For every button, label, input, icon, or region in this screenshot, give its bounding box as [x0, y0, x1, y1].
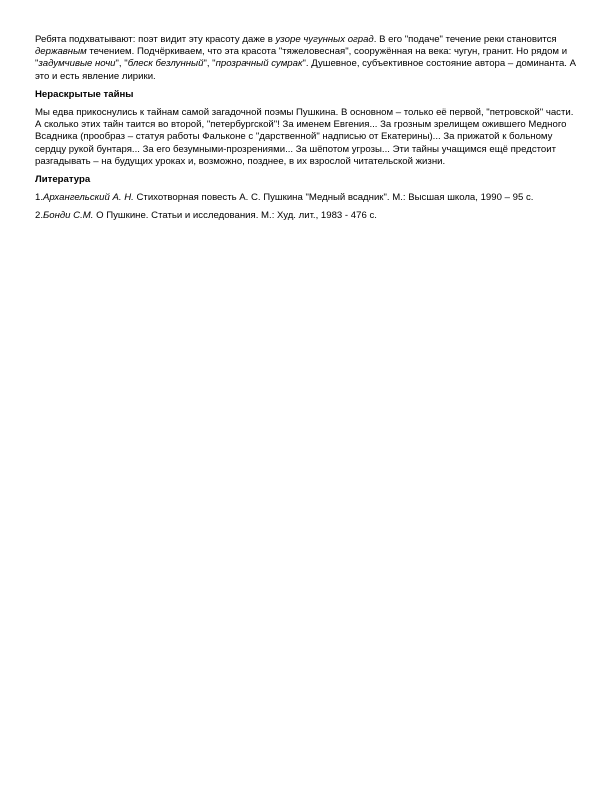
quote-twilight: прозрачный сумрак — [215, 58, 303, 70]
section-heading-literature: Литература — [35, 174, 91, 186]
paragraph-mysteries: Мы едва прикоснулись к тайнам самой загадочной поэмы Пушкина. В основном – только её первой, "петровской" части. А сколько этих тайн таится во второй, "петербургской"! За именем Евгения... За грозным зрелищем ожившего Медного Всадника (прообраз – статуя работы Фальконе с "дарственной" надписью от Екатерины)... За прижатой к больному сердцу рукой бунтаря... За его безумными-прозрениями... За шёпотом угрозы... Эти тайны учащимся ещё предстоит разгадывать – на будущих уроках и, возможно, позднее, в их взрослой читательской жизни. — [35, 107, 574, 167]
reference-item-1: 1.Архангельский А. Н. Стихотворная повесть А. С. Пушкина "Медный всадник". М.: Высшая школа, 1990 – 95 с. — [35, 192, 534, 204]
section-heading-mysteries: Нераскрытые тайны — [35, 88, 134, 100]
paragraph-intro: Ребята подхватывают: поэт видит эту красоту даже в узоре чугунных оград. В его "подаче" течение реки становится державным течением. Подчёркиваем, что эта красота "тяжеловесная", сооружённая на века: чугун, гранит. Но рядом и "задумчивые ночи", "блеск безлунный", "прозрачный сумрак". Душевное, субъективное состояние автора – доминанта. А это и есть явление лирики. — [35, 34, 577, 82]
reference-item-2: 2.Бонди С.М. О Пушкине. Статьи и исследования. М.: Худ. лит., 1983 - 476 с. — [35, 210, 377, 222]
quote-nights: задумчивые ночи — [38, 58, 116, 70]
quote-fences: узоре чугунных оград — [275, 34, 374, 45]
reference-author-1: Архангельский А. Н. — [43, 192, 134, 204]
quote-majestic: державным — [35, 46, 87, 58]
document-page — [35, 34, 577, 229]
reference-author-2: Бонди С.М. — [43, 210, 94, 222]
quote-moonless: блеск безлунный — [127, 58, 204, 70]
